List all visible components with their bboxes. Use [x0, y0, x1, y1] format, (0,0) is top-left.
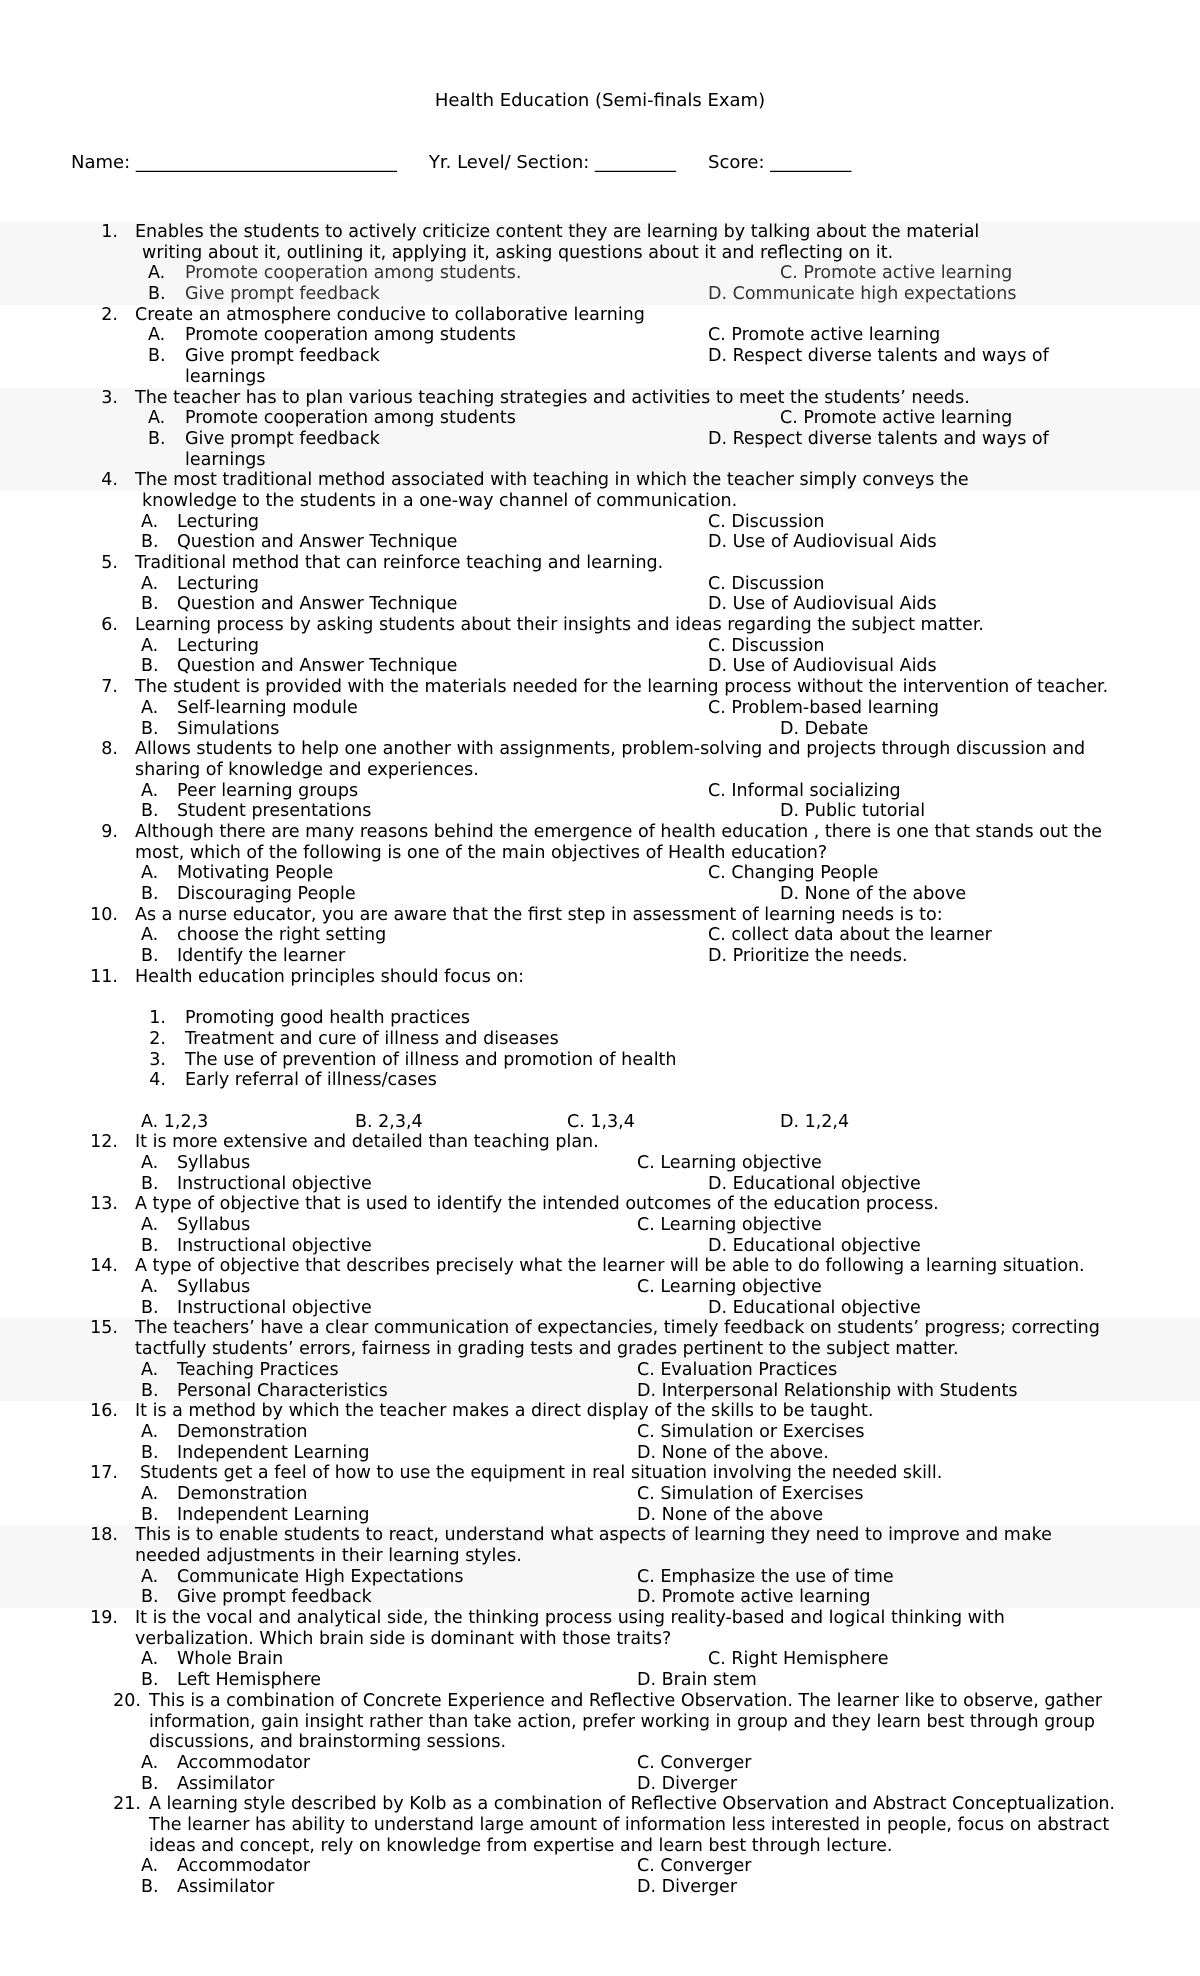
option-text: Demonstration [177, 1421, 308, 1442]
question-number: 1. [101, 222, 118, 242]
option-letter: A. [141, 511, 159, 532]
question-line [0, 1298, 1200, 1319]
option-letter: A. [141, 635, 159, 656]
option-letter: B. [141, 718, 159, 739]
option-letter: A. [141, 1856, 159, 1877]
question-text: The student is provided with the materials needed for the learning process without the intervention of teacher. [135, 677, 1109, 698]
question-line [0, 1856, 1200, 1877]
question-line [0, 1753, 1200, 1774]
option-text: C. Converger [637, 1752, 752, 1773]
option-text: Student presentations [177, 801, 372, 822]
option-text: C. Informal socializing [708, 780, 901, 801]
question-line [0, 946, 1200, 967]
sub-item-text: Early referral of illness/cases [185, 1070, 437, 1091]
option-text: C. Discussion [708, 573, 825, 594]
question-number: 11. [90, 966, 118, 987]
question-line [0, 1836, 1200, 1857]
option-letter: A. [141, 1215, 159, 1235]
question-text: Create an atmosphere conducive to collaborative learning [135, 304, 645, 325]
question-line [0, 698, 1200, 719]
option-text: Peer learning groups [177, 780, 359, 801]
question-line [0, 781, 1200, 802]
option-text: Lecturing [177, 511, 260, 532]
question-line [0, 512, 1200, 533]
question-line [0, 594, 1200, 615]
question-line [0, 636, 1200, 657]
option-text: D. Educational objective [708, 1173, 921, 1194]
option-text: A. 1,2,3 [141, 1111, 209, 1132]
question-line [0, 1587, 1200, 1608]
sub-item-text: Promoting good health practices [185, 1008, 471, 1029]
question-text: Traditional method that can reinforce teaching and learning. [135, 553, 664, 573]
option-letter: A. [141, 1277, 159, 1298]
option-letter: B. [148, 346, 166, 367]
option-text: C. Problem-based learning [708, 697, 939, 718]
option-text: Give prompt feedback [177, 1587, 372, 1608]
sub-item-number: 2. [149, 1028, 166, 1049]
question-text-continued: The learner has ability to understand large amount of information less interested in people, focus on abstract [149, 1814, 1110, 1835]
option-text: Promote cooperation among students [185, 325, 516, 346]
question-text-continued: most, which of the following is one of the main objectives of Health education? [135, 842, 828, 863]
option-text: Promote cooperation among students. [185, 263, 522, 284]
option-text: Give prompt feedback [185, 284, 380, 305]
option-letter: B. [141, 1877, 159, 1897]
question-line [0, 822, 1200, 843]
question-line [0, 1401, 1200, 1422]
option-text: Lecturing [177, 635, 260, 656]
question-text: This is to enable students to react, understand what aspects of learning they need to improve and make [135, 1525, 1052, 1546]
question-line [0, 470, 1200, 491]
question-text: Enables the students to actively criticize content they are learning by talking about the material [135, 222, 980, 242]
option-text: Independent Learning [177, 1442, 370, 1463]
sub-item-number: 1. [149, 1008, 166, 1029]
option-text: D. Use of Audiovisual Aids [708, 532, 937, 553]
question-text: As a nurse educator, you are aware that the first step in assessment of learning needs is to: [135, 904, 943, 925]
option-text: Instructional objective [177, 1297, 372, 1318]
name-field-label: Name: _____________________________ [71, 152, 397, 173]
option-letter: B. [141, 1773, 159, 1794]
question-text: The teachers’ have a clear communication of expectancies, timely feedback on students’ progress; correcting [135, 1318, 1100, 1339]
question-line [0, 1712, 1200, 1733]
question-line [0, 719, 1200, 740]
question-text: It is a method by which the teacher makes a direct display of the skills to be taught. [135, 1401, 874, 1422]
question-line [0, 1443, 1200, 1464]
question-line [0, 263, 1200, 284]
question-line [0, 739, 1200, 760]
question-number: 7. [101, 677, 118, 698]
option-text: D. Interpersonal Relationship with Students [637, 1380, 1018, 1401]
question-line [0, 1008, 1200, 1029]
option-text: C. Simulation or Exercises [637, 1421, 865, 1442]
option-text: C. Emphasize the use of time [637, 1566, 894, 1587]
option-text: Independent Learning [177, 1504, 370, 1525]
option-text: Accommodator [177, 1752, 311, 1773]
option-text: D. Communicate high expectations [708, 284, 1017, 305]
question-line [0, 884, 1200, 905]
option-letter: B. [141, 656, 159, 677]
option-text: D. Use of Audiovisual Aids [708, 594, 937, 615]
option-text: C. 1,3,4 [567, 1111, 635, 1132]
question-text-continued: tactfully students’ errors, fairness in grading tests and grades pertinent to the subject matter. [135, 1339, 959, 1360]
option-text: C. Learning objective [637, 1215, 822, 1235]
question-text: The most traditional method associated with teaching in which the teacher simply conveys the [135, 470, 969, 491]
option-text: Promote cooperation among students [185, 408, 516, 429]
option-text: Instructional objective [177, 1235, 372, 1256]
question-text-continued: needed adjustments in their learning styles. [135, 1546, 522, 1566]
question-text-continued: ideas and concept, rely on knowledge from expertise and learn best through lecture. [149, 1835, 893, 1856]
question-line [0, 1463, 1200, 1484]
question-line [0, 325, 1200, 346]
option-text: D. Prioritize the needs. [708, 946, 908, 967]
option-text: D. Public tutorial [780, 801, 926, 822]
option-text: Communicate High Expectations [177, 1566, 464, 1587]
option-text: C. Learning objective [637, 1277, 822, 1298]
question-line [0, 1815, 1200, 1836]
option-letter: A. [141, 697, 159, 718]
question-number: 9. [101, 821, 118, 842]
question-number: 17. [90, 1463, 118, 1484]
option-text: Simulations [177, 718, 280, 739]
question-line [0, 1670, 1200, 1691]
option-text: Personal Characteristics [177, 1380, 388, 1401]
option-text: D. Respect diverse talents and ways of [708, 428, 1049, 449]
question-text: A type of objective that is used to identify the intended outcomes of the education process. [135, 1194, 939, 1215]
question-line [0, 450, 1200, 471]
question-line [0, 1608, 1200, 1629]
option-text: Self-learning module [177, 697, 358, 718]
page-title: Health Education (Semi-finals Exam) [434, 90, 766, 111]
option-letter: B. [141, 594, 159, 615]
question-line [0, 1112, 1200, 1133]
question-line [0, 408, 1200, 429]
question-line [0, 1050, 1200, 1071]
question-line [0, 1132, 1200, 1153]
question-number: 4. [101, 470, 118, 491]
option-letter: A. [141, 1483, 159, 1504]
option-text: C. Promote active learning [708, 325, 941, 346]
question-number: 14. [90, 1256, 118, 1277]
option-text: Syllabus [177, 1277, 251, 1298]
question-line [0, 1774, 1200, 1795]
question-line [0, 677, 1200, 698]
question-text: Health education principles should focus on: [135, 966, 525, 987]
option-text: Question and Answer Technique [177, 656, 458, 677]
question-text-continued: verbalization. Which brain side is dominant with those traits? [135, 1628, 672, 1649]
question-text: Students get a feel of how to use the equipment in real situation involving the needed skill. [140, 1463, 943, 1484]
question-line [0, 1422, 1200, 1443]
option-text: choose the right setting [177, 925, 387, 946]
question-line [0, 1629, 1200, 1650]
question-line [0, 843, 1200, 864]
option-text: Lecturing [177, 573, 260, 594]
option-letter: B. [141, 1442, 159, 1463]
question-line [0, 1360, 1200, 1381]
option-text: D. 1,2,4 [780, 1111, 850, 1132]
option-letter: B. [141, 1587, 159, 1608]
option-letter: B. [141, 1297, 159, 1318]
option-letter: A. [141, 780, 159, 801]
option-letter: A. [141, 1752, 159, 1773]
option-letter: A. [141, 1359, 159, 1380]
question-text: A learning style described by Kolb as a combination of Reflective Observation and Abstract Conceptualization. [149, 1794, 1115, 1815]
question-line [0, 1505, 1200, 1526]
question-number: 18. [90, 1525, 118, 1546]
option-text: D. None of the above [637, 1504, 824, 1525]
question-line [0, 284, 1200, 305]
question-text-continued: learnings [185, 366, 266, 387]
option-text: Teaching Practices [177, 1359, 339, 1380]
sub-item-number: 3. [149, 1049, 166, 1070]
question-line [0, 1484, 1200, 1505]
question-line [0, 905, 1200, 926]
question-number: 19. [90, 1608, 118, 1629]
question-line [0, 243, 1200, 264]
option-letter: A. [141, 1152, 159, 1173]
question-line [0, 1525, 1200, 1546]
option-letter: B. [148, 428, 166, 449]
option-text: D. Respect diverse talents and ways of [708, 346, 1049, 367]
question-text-continued: information, gain insight rather than take action, prefer working in group and they learn best through group [149, 1711, 1096, 1732]
question-line [0, 1256, 1200, 1277]
option-text: C. Promote active learning [780, 408, 1013, 429]
question-text-continued: learnings [185, 449, 266, 470]
question-line [0, 1174, 1200, 1195]
option-text: C. Right Hemisphere [708, 1649, 889, 1670]
question-line [0, 1070, 1200, 1091]
question-line [0, 305, 1200, 326]
question-text-continued: discussions, and brainstorming sessions. [149, 1732, 507, 1753]
option-letter: B. [141, 532, 159, 553]
question-line [0, 1567, 1200, 1588]
option-letter: B. [141, 946, 159, 967]
question-number: 8. [101, 739, 118, 760]
option-text: D. Educational objective [708, 1297, 921, 1318]
option-letter: B. [141, 1173, 159, 1194]
question-line [0, 1732, 1200, 1753]
score-field-label: Score: _________ [708, 152, 852, 173]
student-info-header [71, 152, 883, 173]
question-line [0, 532, 1200, 553]
option-letter: B. [148, 284, 166, 305]
question-text-continued: writing about it, outlining it, applying it, asking questions about it and reflecting on it. [142, 242, 894, 263]
option-text: C. collect data about the learner [708, 925, 992, 946]
question-line [0, 1691, 1200, 1712]
question-line [0, 1153, 1200, 1174]
question-text: Learning process by asking students about their insights and ideas regarding the subject matter. [135, 615, 984, 636]
question-line [0, 1029, 1200, 1050]
question-line [0, 1794, 1200, 1815]
question-line [0, 925, 1200, 946]
option-text: Demonstration [177, 1483, 308, 1504]
question-line [0, 346, 1200, 367]
option-text: Accommodator [177, 1856, 311, 1877]
option-text: Syllabus [177, 1215, 251, 1235]
question-line [0, 863, 1200, 884]
option-text: D. Educational objective [708, 1235, 921, 1256]
option-text: Give prompt feedback [185, 428, 380, 449]
option-letter: A. [141, 925, 159, 946]
option-text: C. Simulation of Exercises [637, 1483, 864, 1504]
option-text: Assimilator [177, 1773, 275, 1794]
option-text: C. Promote active learning [780, 263, 1013, 284]
question-text: A type of objective that describes precisely what the learner will be able to do following a learning situation. [135, 1256, 1085, 1277]
option-text: C. Discussion [708, 511, 825, 532]
question-line [0, 1381, 1200, 1402]
option-text: Assimilator [177, 1877, 275, 1897]
section-field-label: Yr. Level/ Section: _________ [428, 152, 677, 173]
question-text-continued: knowledge to the students in a one-way channel of communication. [142, 490, 738, 511]
question-number: 20. [113, 1690, 141, 1711]
option-text: D. None of the above [780, 884, 967, 904]
option-text: D. Debate [780, 718, 869, 739]
option-letter: B. [141, 1380, 159, 1401]
question-list [0, 222, 1200, 1898]
question-number: 2. [101, 304, 118, 325]
question-number: 21. [113, 1794, 141, 1815]
question-line [0, 1318, 1200, 1339]
question-text-continued: sharing of knowledge and experiences. [135, 759, 479, 780]
question-line [0, 967, 1200, 988]
option-text: Discouraging People [177, 884, 356, 904]
option-text: Question and Answer Technique [177, 594, 458, 615]
option-text: C. Changing People [708, 863, 879, 884]
option-text: B. 2,3,4 [355, 1111, 423, 1132]
option-text: Instructional objective [177, 1173, 372, 1194]
question-line [0, 760, 1200, 781]
question-line [0, 429, 1200, 450]
sub-item-text: The use of prevention of illness and promotion of health [185, 1049, 677, 1070]
option-letter: B. [141, 801, 159, 822]
question-line [0, 491, 1200, 512]
question-number: 16. [90, 1401, 118, 1422]
question-line [0, 615, 1200, 636]
option-text: Question and Answer Technique [177, 532, 458, 553]
option-letter: A. [141, 1566, 159, 1587]
sub-item-number: 4. [149, 1070, 166, 1091]
question-line [0, 1194, 1200, 1215]
question-line [0, 553, 1200, 574]
question-line [0, 222, 1200, 243]
blank-line [0, 987, 1200, 1008]
option-letter: A. [148, 263, 166, 284]
option-text: Left Hemisphere [177, 1670, 321, 1691]
question-number: 5. [101, 553, 118, 573]
option-letter: B. [141, 1235, 159, 1256]
question-line [0, 1649, 1200, 1670]
question-number: 6. [101, 615, 118, 636]
question-line [0, 656, 1200, 677]
question-line [0, 801, 1200, 822]
question-line [0, 1877, 1200, 1898]
option-text: Whole Brain [177, 1649, 284, 1670]
option-text: Give prompt feedback [185, 346, 380, 367]
option-text: Identify the learner [177, 946, 346, 967]
option-text: D. Promote active learning [637, 1587, 871, 1608]
question-number: 15. [90, 1318, 118, 1339]
option-letter: A. [141, 573, 159, 594]
option-text: Motivating People [177, 863, 334, 884]
question-number: 12. [90, 1132, 118, 1153]
question-number: 13. [90, 1194, 118, 1215]
sub-item-text: Treatment and cure of illness and diseases [185, 1028, 559, 1049]
option-text: C. Learning objective [637, 1152, 822, 1173]
option-letter: A. [141, 863, 159, 884]
option-text: C. Discussion [708, 635, 825, 656]
blank-line [0, 1091, 1200, 1112]
question-text: Allows students to help one another with assignments, problem-solving and projects through discussion and [135, 739, 1086, 760]
question-number: 10. [90, 904, 118, 925]
question-text: It is the vocal and analytical side, the thinking process using reality-based and logical thinking with [135, 1608, 1005, 1629]
question-text: This is a combination of Concrete Experience and Reflective Observation. The learner like to observe, gather [149, 1690, 1103, 1711]
question-line [0, 574, 1200, 595]
option-letter: A. [141, 1421, 159, 1442]
option-text: D. Diverger [637, 1773, 738, 1794]
question-number: 3. [101, 387, 118, 408]
question-line [0, 1236, 1200, 1257]
option-letter: A. [148, 325, 166, 346]
option-letter: A. [148, 408, 166, 429]
option-text: D. None of the above. [637, 1442, 829, 1463]
option-text: Syllabus [177, 1152, 251, 1173]
option-text: C. Converger [637, 1856, 752, 1877]
question-line [0, 1215, 1200, 1236]
option-letter: B. [141, 884, 159, 904]
question-text: The teacher has to plan various teaching strategies and activities to meet the students’ needs. [135, 387, 970, 408]
option-text: D. Use of Audiovisual Aids [708, 656, 937, 677]
option-letter: B. [141, 1670, 159, 1691]
question-line [0, 1546, 1200, 1567]
question-line [0, 367, 1200, 388]
question-text: It is more extensive and detailed than teaching plan. [135, 1132, 599, 1153]
question-line [0, 1277, 1200, 1298]
option-letter: B. [141, 1504, 159, 1525]
question-line [0, 1339, 1200, 1360]
question-text: Although there are many reasons behind the emergence of health education , there is one that stands out the [135, 821, 1103, 842]
option-text: D. Brain stem [637, 1670, 757, 1691]
question-line [0, 388, 1200, 409]
option-text: C. Evaluation Practices [637, 1359, 838, 1380]
option-text: D. Diverger [637, 1877, 738, 1897]
option-letter: A. [141, 1649, 159, 1670]
